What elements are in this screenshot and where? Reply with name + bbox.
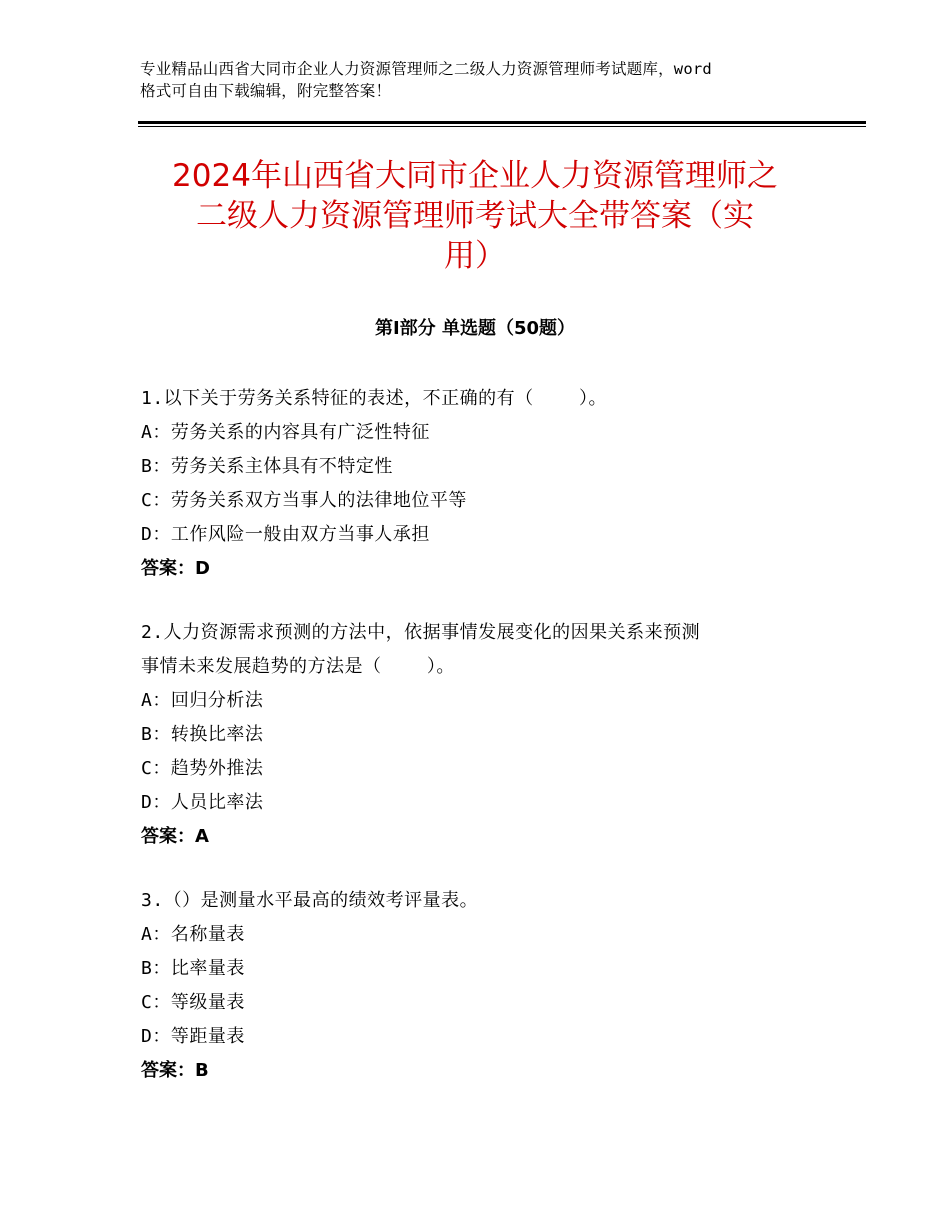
answer-label: 答案：B: [141, 1060, 209, 1081]
answer-label: 答案：A: [141, 826, 209, 847]
answer-label: 答案：D: [141, 558, 210, 579]
option-a: A：劳务关系的内容具有广泛性特征: [141, 422, 430, 443]
header-note-line: 格式可自由下载编辑，附完整答案！: [140, 82, 392, 100]
question-3: [141, 884, 821, 1088]
document-title: [120, 156, 830, 276]
header-note: [140, 58, 830, 102]
question-stem: 1.以下关于劳务关系特征的表述，不正确的有（ ）。: [141, 388, 608, 409]
question-stem: 3.（）是测量水平最高的绩效考评量表。: [141, 890, 479, 911]
document-title-line: 2024年山西省大同市企业人力资源管理师之: [172, 158, 778, 194]
option-a: A：名称量表: [141, 924, 245, 945]
document-title-line: 用）: [444, 238, 506, 274]
question-1: [141, 382, 821, 586]
option-a: A：回归分析法: [141, 690, 264, 711]
document-title-line: 二级人力资源管理师考试大全带答案（实: [196, 198, 754, 234]
option-b: B：劳务关系主体具有不特定性: [141, 456, 393, 477]
header-note-line: 专业精品山西省大同市企业人力资源管理师之二级人力资源管理师考试题库，word: [140, 60, 712, 78]
header-divider-thin: [138, 126, 866, 127]
option-b: B：转换比率法: [141, 724, 264, 745]
option-d: D：工作风险一般由双方当事人承担: [141, 524, 430, 545]
question-stem: 事情未来发展趋势的方法是（ ）。: [141, 656, 455, 677]
question-stem: 2.人力资源需求预测的方法中，依据事情发展变化的因果关系来预测: [141, 622, 701, 643]
option-c: C：劳务关系双方当事人的法律地位平等: [141, 490, 467, 511]
option-b: B：比率量表: [141, 958, 245, 979]
option-c: C：趋势外推法: [141, 758, 264, 779]
option-c: C：等级量表: [141, 992, 245, 1013]
header-divider-thick: [138, 121, 866, 124]
option-d: D：人员比率法: [141, 792, 264, 813]
option-d: D：等距量表: [141, 1026, 245, 1047]
question-2: [141, 616, 821, 854]
section-title: 第Ⅰ部分 单选题（50题）: [374, 318, 575, 339]
question-list: [141, 382, 821, 1118]
